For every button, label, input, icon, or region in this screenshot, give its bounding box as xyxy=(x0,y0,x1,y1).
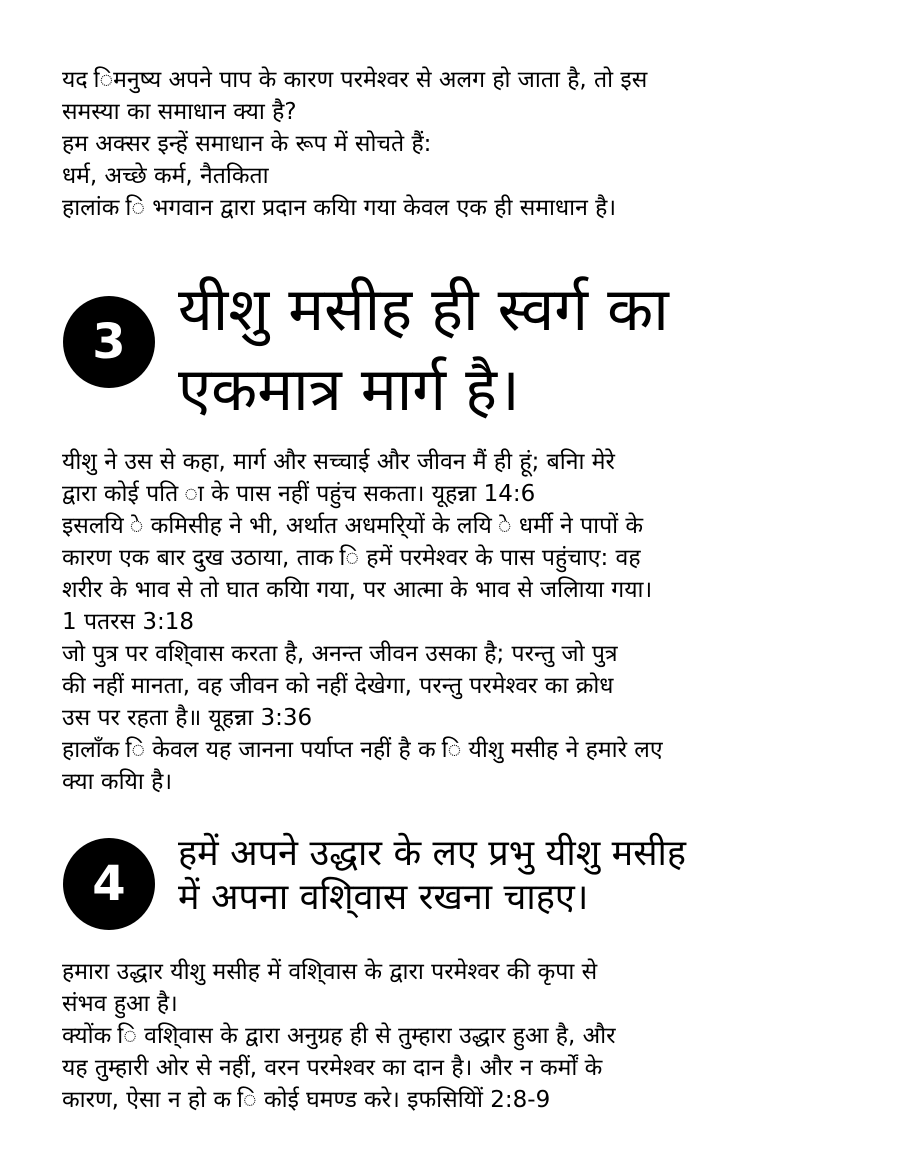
intro-line: यद िमनुष्य अपने पाप के कारण परमेश्वर से अलग हो जाता है, तो इस xyxy=(62,67,648,93)
section-3-body-line: क्या कयिा है। xyxy=(62,769,173,795)
intro-line: धर्म, अच्छे कर्म, नैतकिता xyxy=(62,163,269,189)
section-3-body-line: द्वारा कोई पति ा के पास नहीं पहुंच सकता। यूहन्ना 14:6 xyxy=(62,481,536,507)
section-4-number-badge: 4 xyxy=(63,838,155,930)
section-3-heading-line: यीशु मसीह ही स्वर्ग का xyxy=(178,275,669,345)
section-3-body-line: की नहीं मानता, वह जीवन को नहीं देखेगा, परन्तु परमेश्वर का क्रोध xyxy=(62,673,614,699)
intro-line: हम अक्सर इन्हें समाधान के रूप में सोचते हैं: xyxy=(62,131,432,157)
section-3-heading xyxy=(178,270,669,430)
section-3-body-line: जो पुत्र पर वशि्वास करता है, अनन्त जीवन उसका है; परन्तु जो पुत्र xyxy=(62,641,618,667)
section-3-number-badge: 3 xyxy=(63,296,155,388)
section-3-body-line: शरीर के भाव से तो घात कयिा गया, पर आत्मा के भाव से जलिाया गया। xyxy=(62,577,653,603)
section-3-body-line: हालाँक ि केवल यह जानना पर्याप्त नहीं है क ि यीशु मसीह ने हमारे लए xyxy=(62,737,663,763)
section-3-body-line: इसलयि े कमिसीह ने भी, अर्थात अधमरि्यों के लयि े धर्मी ने पापों के xyxy=(62,513,644,539)
section-4-body-line: संभव हुआ है। xyxy=(62,991,178,1017)
section-3-heading-line: एकमात्र मार्ग है। xyxy=(178,355,520,425)
section-4-heading-line: हमें अपने उद्धार के लए प्रभु यीशु मसीह xyxy=(178,833,686,874)
section-4-heading-line: में अपना वशि्वास रखना चाहए। xyxy=(178,877,589,918)
section-4-body-line: कारण, ऐसा न हो क ि कोई घमण्ड करे। इफसियिों 2:8-9 xyxy=(62,1087,551,1113)
section-4-body xyxy=(62,956,852,1116)
section-4-body-line: हमारा उद्धार यीशु मसीह में वशि्वास के द्वारा परमेश्वर की कृपा से xyxy=(62,959,598,985)
intro-line: हालांक ि भगवान द्वारा प्रदान कयिा गया केवल एक ही समाधान है। xyxy=(62,195,617,221)
section-4-body-line: क्योंक ि वशि्वास के द्वारा अनुग्रह ही से तुम्हारा उद्धार हुआ है, और xyxy=(62,1023,616,1049)
section-3-body-line: कारण एक बार दुख उठाया, ताक ि हमें परमेश्वर के पास पहुंचाए: वह xyxy=(62,545,641,571)
section-3-body-line: उस पर रहता है॥ यूहन्ना 3:36 xyxy=(62,705,313,731)
intro-paragraph xyxy=(62,64,852,224)
section-3-body xyxy=(62,446,852,798)
section-4-heading xyxy=(178,832,686,920)
section-4-body-line: यह तुम्हारी ओर से नहीं, वरन परमेश्वर का दान है। और न कर्मों के xyxy=(62,1055,603,1081)
intro-line: समस्या का समाधान क्या है? xyxy=(62,99,297,125)
section-3-body-line: यीशु ने उस से कहा, मार्ग और सच्चाई और जीवन मैं ही हूं; बनिा मेरे xyxy=(62,449,615,475)
section-3-body-line: 1 पतरस 3:18 xyxy=(62,609,195,635)
